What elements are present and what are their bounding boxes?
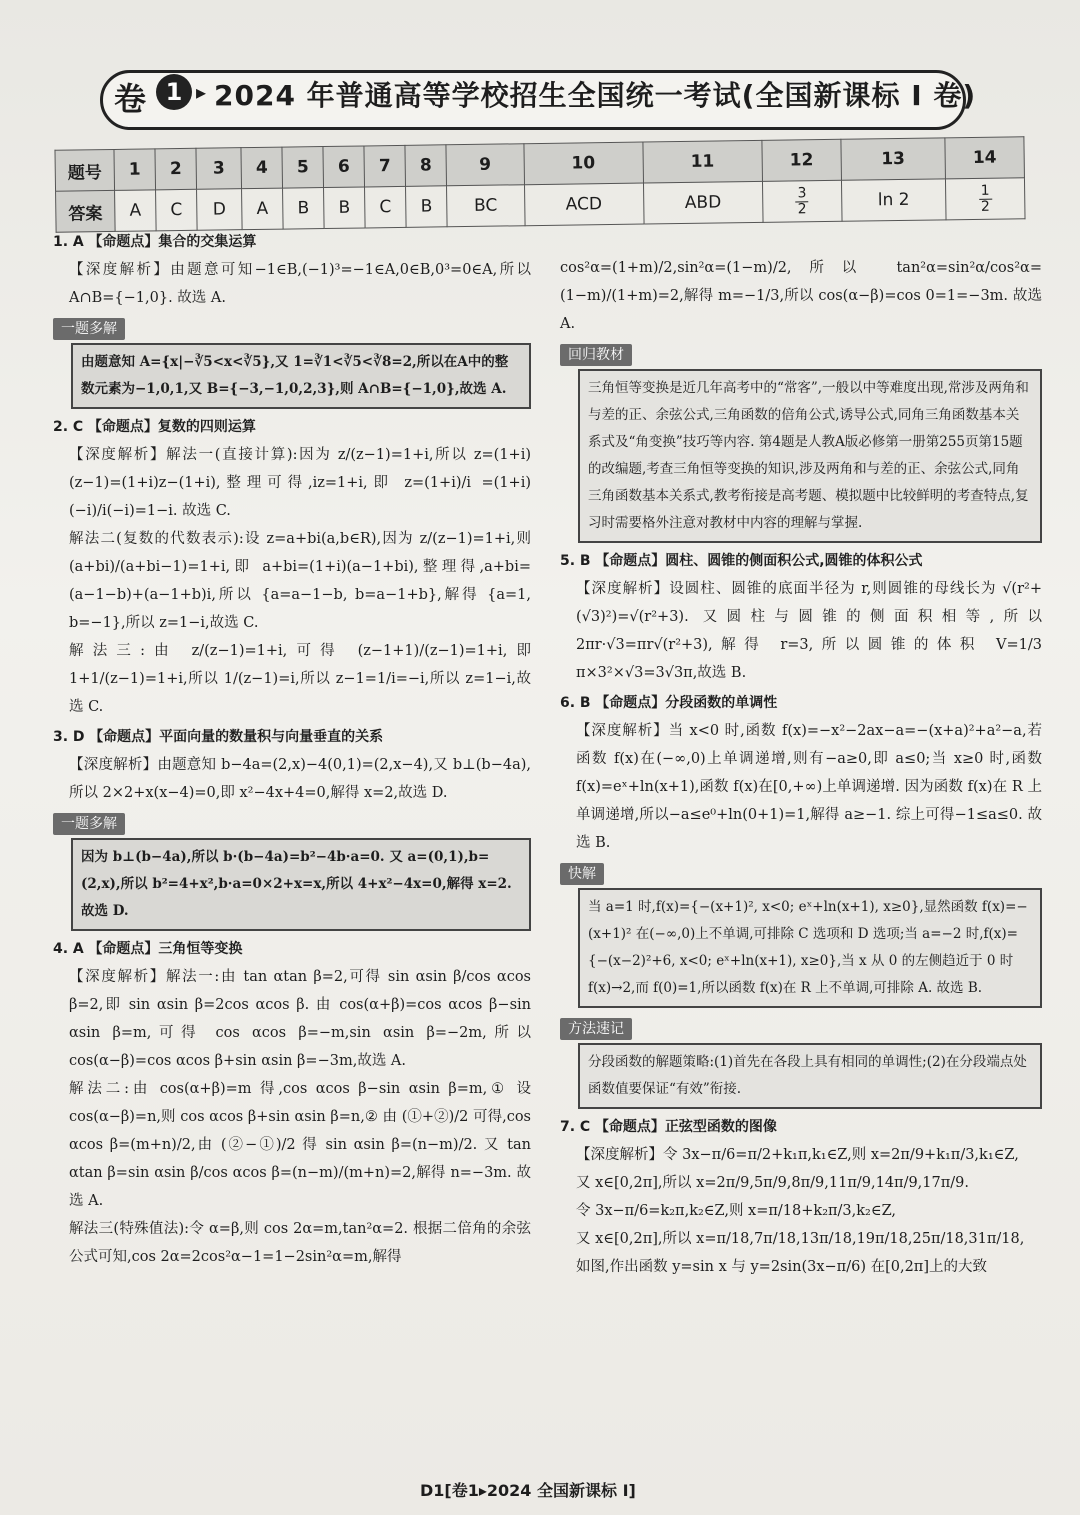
answer-cell: A: [242, 188, 284, 230]
q7-step-2: 又 x∈[0,2π],所以 x=2π/9,5π/9,8π/9,11π/9,14π/9,17π/9.: [576, 1175, 969, 1191]
exam-title: 2024 年普通高等学校招生全国统一考试(全国新课标 I 卷): [214, 79, 977, 112]
row-head-answer: 答案: [56, 190, 116, 232]
qnum-cell: 11: [643, 140, 763, 183]
q4-textbook-note: 三角恒等变换是近几年高考中的“常客”,一般以中等难度出现,常涉及两角和与差的正、余弦公式,三角函数的倍角公式,诱导公式,同角三角函数基本关系式及“角变换”技巧等内容. 第4题是人教A版必修第一册第255页第15题的改编题,考查三角恒等变换的知识,涉及两角和与差的正、余弦公式,同角三角函数基本关系式,教考衔接是高考题、模拟题中比较鲜明的考查特点,复习时需要格外注意对教材中内容的理解与掌握.: [578, 369, 1042, 543]
answer-cell: B: [324, 187, 366, 229]
denominator: 2: [980, 198, 990, 215]
answer-cell: B: [283, 188, 325, 230]
q6-heading: [560, 689, 1042, 717]
topic-tag: 【命题点】三角恒等变换: [88, 941, 243, 957]
q4-method-3: 解法三(特殊值法):令 α=β,则 cos 2α=m,tan²α=2. 根据二倍角的余弦公式可知,cos 2α=2cos²α−1=1−2sin²α=m,解得: [69, 1221, 531, 1265]
qnum-cell: 10: [523, 142, 643, 185]
question-number: 7. C: [560, 1119, 591, 1135]
question-number: 6. B: [560, 695, 591, 711]
answer-cell: D: [197, 189, 243, 231]
qnum-cell: 13: [841, 138, 946, 180]
q1-heading: [53, 228, 531, 256]
qnum-cell: 14: [945, 137, 1024, 179]
qnum-cell: 3: [196, 148, 242, 190]
q1-alt-solution: 由题意知 A={x|−∛5<x<∛5},又 1=∛1<∛5<∛8=2,所以在A中的整数元素为−1,0,1,又 B={−3,−1,0,2,3},则 A∩B={−1,0},故选 A.: [71, 343, 531, 409]
topic-tag: 【命题点】集合的交集运算: [88, 234, 257, 250]
page-footer: D1[卷1▸2024 全国新课标 I]: [420, 1481, 636, 1500]
topic-tag: 【命题点】分段函数的单调性: [595, 695, 778, 711]
juan-label: 卷: [114, 80, 147, 118]
question-number: 3. D: [53, 729, 85, 745]
paper-number-badge: 1: [156, 74, 192, 110]
answer-cell: ACD: [524, 183, 644, 226]
q2-method-2: 解法二(复数的代数表示):设 z=a+bi(a,b∈R),因为 z/(z−1)=1+i,则 (a+bi)/(a+bi−1)=1+i,即 a+bi=(1+i)(a−1+bi),整理得,a+bi=(a−1−b)+(a−1+b)i,所以 {a=a−1−b, b=a−1+b},解得 {a=1, b=−1},所以 z=1−i,故选 C.: [69, 531, 531, 631]
q2-method-1: 【深度解析】解法一(直接计算):因为 z/(z−1)=1+i,所以 z=(1+i)(z−1)=(1+i)z−(1+i),整理可得,iz=1+i,即 z=(1+i)/i =(1+i)(−i)/i(−i)=1−i. 故选 C.: [69, 447, 531, 519]
label-multi-solution: 一题多解: [53, 813, 125, 835]
answer-cell: B: [406, 186, 448, 228]
right-column: [560, 254, 1042, 1281]
q3-heading: [53, 723, 531, 751]
q6-analysis: 【深度解析】当 x<0 时,函数 f(x)=−x²−2ax−a=−(x+a)²+a²−a,若函数 f(x)在(−∞,0)上单调递增,则有−a≥0,即 a≤0;当 x≥0 时,函数 f(x)=eˣ+ln(x+1),函数 f(x)在[0,+∞)上单调递增. 因为函数 f(x)在 R 上单调递增,所以−a≤e⁰+ln(0+1)=1,解得 a≥−1. 综上可得−1≤a≤0. 故选 B.: [576, 723, 1042, 851]
numerator: 1: [979, 183, 992, 199]
q3-alt-solution: 因为 b⊥(b−4a),所以 b·(b−4a)=b²−4b·a=0. 又 a=(0,1),b=(2,x),所以 b²=4+x²,b·a=0×2+x=x,所以 4+x²−4x=0,解得 x=2. 故选 D.: [71, 838, 531, 931]
question-number: 1. A: [53, 234, 84, 250]
q5-heading: [560, 547, 1042, 575]
topic-tag: 【命题点】正弦型函数的图像: [594, 1119, 777, 1135]
answer-cell: C: [156, 189, 198, 231]
q4-method-1: 【深度解析】解法一:由 tan αtan β=2,可得 sin αsin β/cos αcos β=2,即 sin αsin β=2cos αcos β. 由 cos(α+β)=cos αcos β−sin αsin β=m,可得 cos αcos β=−m,sin αsin β=−2m,所以 cos(α−β)=cos αcos β+sin αsin β=−3m,故选 A.: [69, 969, 531, 1069]
q4-method-2: 解法二:由 cos(α+β)=m 得,cos αcos β−sin αsin β=m,① 设 cos(α−β)=n,则 cos αcos β+sin αsin β=n,② 由 (①+②)/2 可得,cos αcos β=(m+n)/2,由 (②−①)/2 得 sin αsin β=(n−m)/2. 又 tan αtan β=sin αsin β/cos αcos β=(n−m)/(m+n)=2,解得 n=−3m. 故选 A.: [69, 1081, 531, 1209]
q2-method-3: 解法三:由 z/(z−1)=1+i,可得 (z−1+1)/(z−1)=1+i,即 1+1/(z−1)=1+i,所以 1/(z−1)=i,所以 z−1=1/i=−i,所以 z=1−i,故选 C.: [69, 643, 531, 715]
qnum-cell: 9: [446, 144, 524, 186]
qnum-cell: 2: [155, 148, 197, 190]
row-head-number: 题号: [55, 149, 115, 191]
label-multi-solution: 一题多解: [53, 318, 125, 340]
q4-continued: cos²α=(1+m)/2,sin²α=(1−m)/2,所以 tan²α=sin²α/cos²α=(1−m)/(1+m)=2,解得 m=−1/3,所以 cos(α−β)=cos 0=1=−3m. 故选 A.: [560, 260, 1042, 332]
qnum-cell: 6: [323, 146, 365, 188]
answer-cell-fraction: [946, 178, 1025, 220]
answer-cell: BC: [447, 185, 525, 227]
qnum-cell: 8: [405, 145, 447, 187]
arrow-icon: ▸: [196, 80, 207, 104]
answer-cell: ABD: [643, 181, 763, 224]
q4-heading: [53, 935, 531, 963]
qnum-cell: 5: [282, 147, 324, 189]
answer-cell: A: [115, 190, 157, 232]
q7-step-1: 【深度解析】令 3x−π/6=π/2+k₁π,k₁∈Z,则 x=2π/9+k₁π/3,k₁∈Z,: [576, 1147, 1019, 1163]
q3-analysis: 【深度解析】由题意知 b−4a=(2,x)−4(0,1)=(2,x−4),又 b⊥(b−4a),所以 2×2+x(x−4)=0,即 x²−4x+4=0,解得 x=2,故选 D.: [69, 757, 531, 801]
q7-heading: [560, 1113, 1042, 1141]
question-number: 5. B: [560, 553, 591, 569]
topic-tag: 【命题点】圆柱、圆锥的侧面积公式,圆锥的体积公式: [595, 553, 923, 569]
q2-heading: [53, 413, 531, 441]
topic-tag: 【命题点】平面向量的数量积与向量垂直的关系: [89, 729, 384, 745]
qnum-cell: 12: [762, 139, 841, 181]
left-column: [53, 226, 531, 1271]
exam-header: [100, 62, 1000, 134]
answer-table: [54, 136, 1025, 233]
numerator: 3: [795, 186, 808, 202]
qnum-cell: 7: [364, 145, 406, 187]
q7-step-3: 令 3x−π/6=k₂π,k₂∈Z,则 x=π/18+k₂π/3,k₂∈Z,: [576, 1203, 897, 1219]
qnum-cell: 4: [241, 147, 283, 189]
label-quick-solution: 快解: [560, 863, 604, 885]
denominator: 2: [797, 200, 807, 217]
question-number: 2. C: [53, 419, 84, 435]
qnum-cell: 1: [114, 149, 156, 191]
label-method-memo: 方法速记: [560, 1018, 632, 1040]
q7-step-5: 如图,作出函数 y=sin x 与 y=2sin(3x−π/6) 在[0,2π]上的大致: [576, 1259, 987, 1275]
topic-tag: 【命题点】复数的四则运算: [87, 419, 256, 435]
q7-step-4: 又 x∈[0,2π],所以 x=π/18,7π/18,13π/18,19π/18,25π/18,31π/18,: [576, 1231, 1025, 1247]
fraction: [795, 186, 808, 217]
question-number: 4. A: [53, 941, 84, 957]
q6-method-memo: 分段函数的解题策略:(1)首先在各段上具有相同的单调性;(2)在分段端点处函数值要保证“有效”衔接.: [578, 1043, 1042, 1109]
q6-quick-solution: 当 a=1 时,f(x)={−(x+1)², x<0; eˣ+ln(x+1), x≥0},显然函数 f(x)=−(x+1)² 在(−∞,0)上不单调,可排除 C 选项和 D 选项;当 a=−2 时,f(x)={−(x−2)²+6, x<0; eˣ+ln(x+1), x≥0},当 x 从 0 的左侧趋近于 0 时 f(x)→2,而 f(0)=1,所以函数 f(x)在 R 上不单调,可排除 A. 故选 B.: [578, 888, 1042, 1008]
fraction: [979, 183, 992, 214]
label-back-to-textbook: 回归教材: [560, 344, 632, 366]
q1-analysis: 【深度解析】由题意可知−1∈B,(−1)³=−1∈A,0∈B,0³=0∈A,所以A∩B={−1,0}. 故选 A.: [69, 262, 531, 306]
answer-cell: ln 2: [841, 179, 946, 221]
q5-analysis: 【深度解析】设圆柱、圆锥的底面半径为 r,则圆锥的母线长为 √(r²+(√3)²)=√(r²+3). 又圆柱与圆锥的侧面积相等,所以 2πr·√3=πr√(r²+3),解得 r=3,所以圆锥的体积 V=1/3 π×3²×√3=3√3π,故选 B.: [576, 581, 1042, 681]
answer-cell: C: [365, 186, 407, 228]
answer-cell-fraction: [762, 180, 841, 222]
